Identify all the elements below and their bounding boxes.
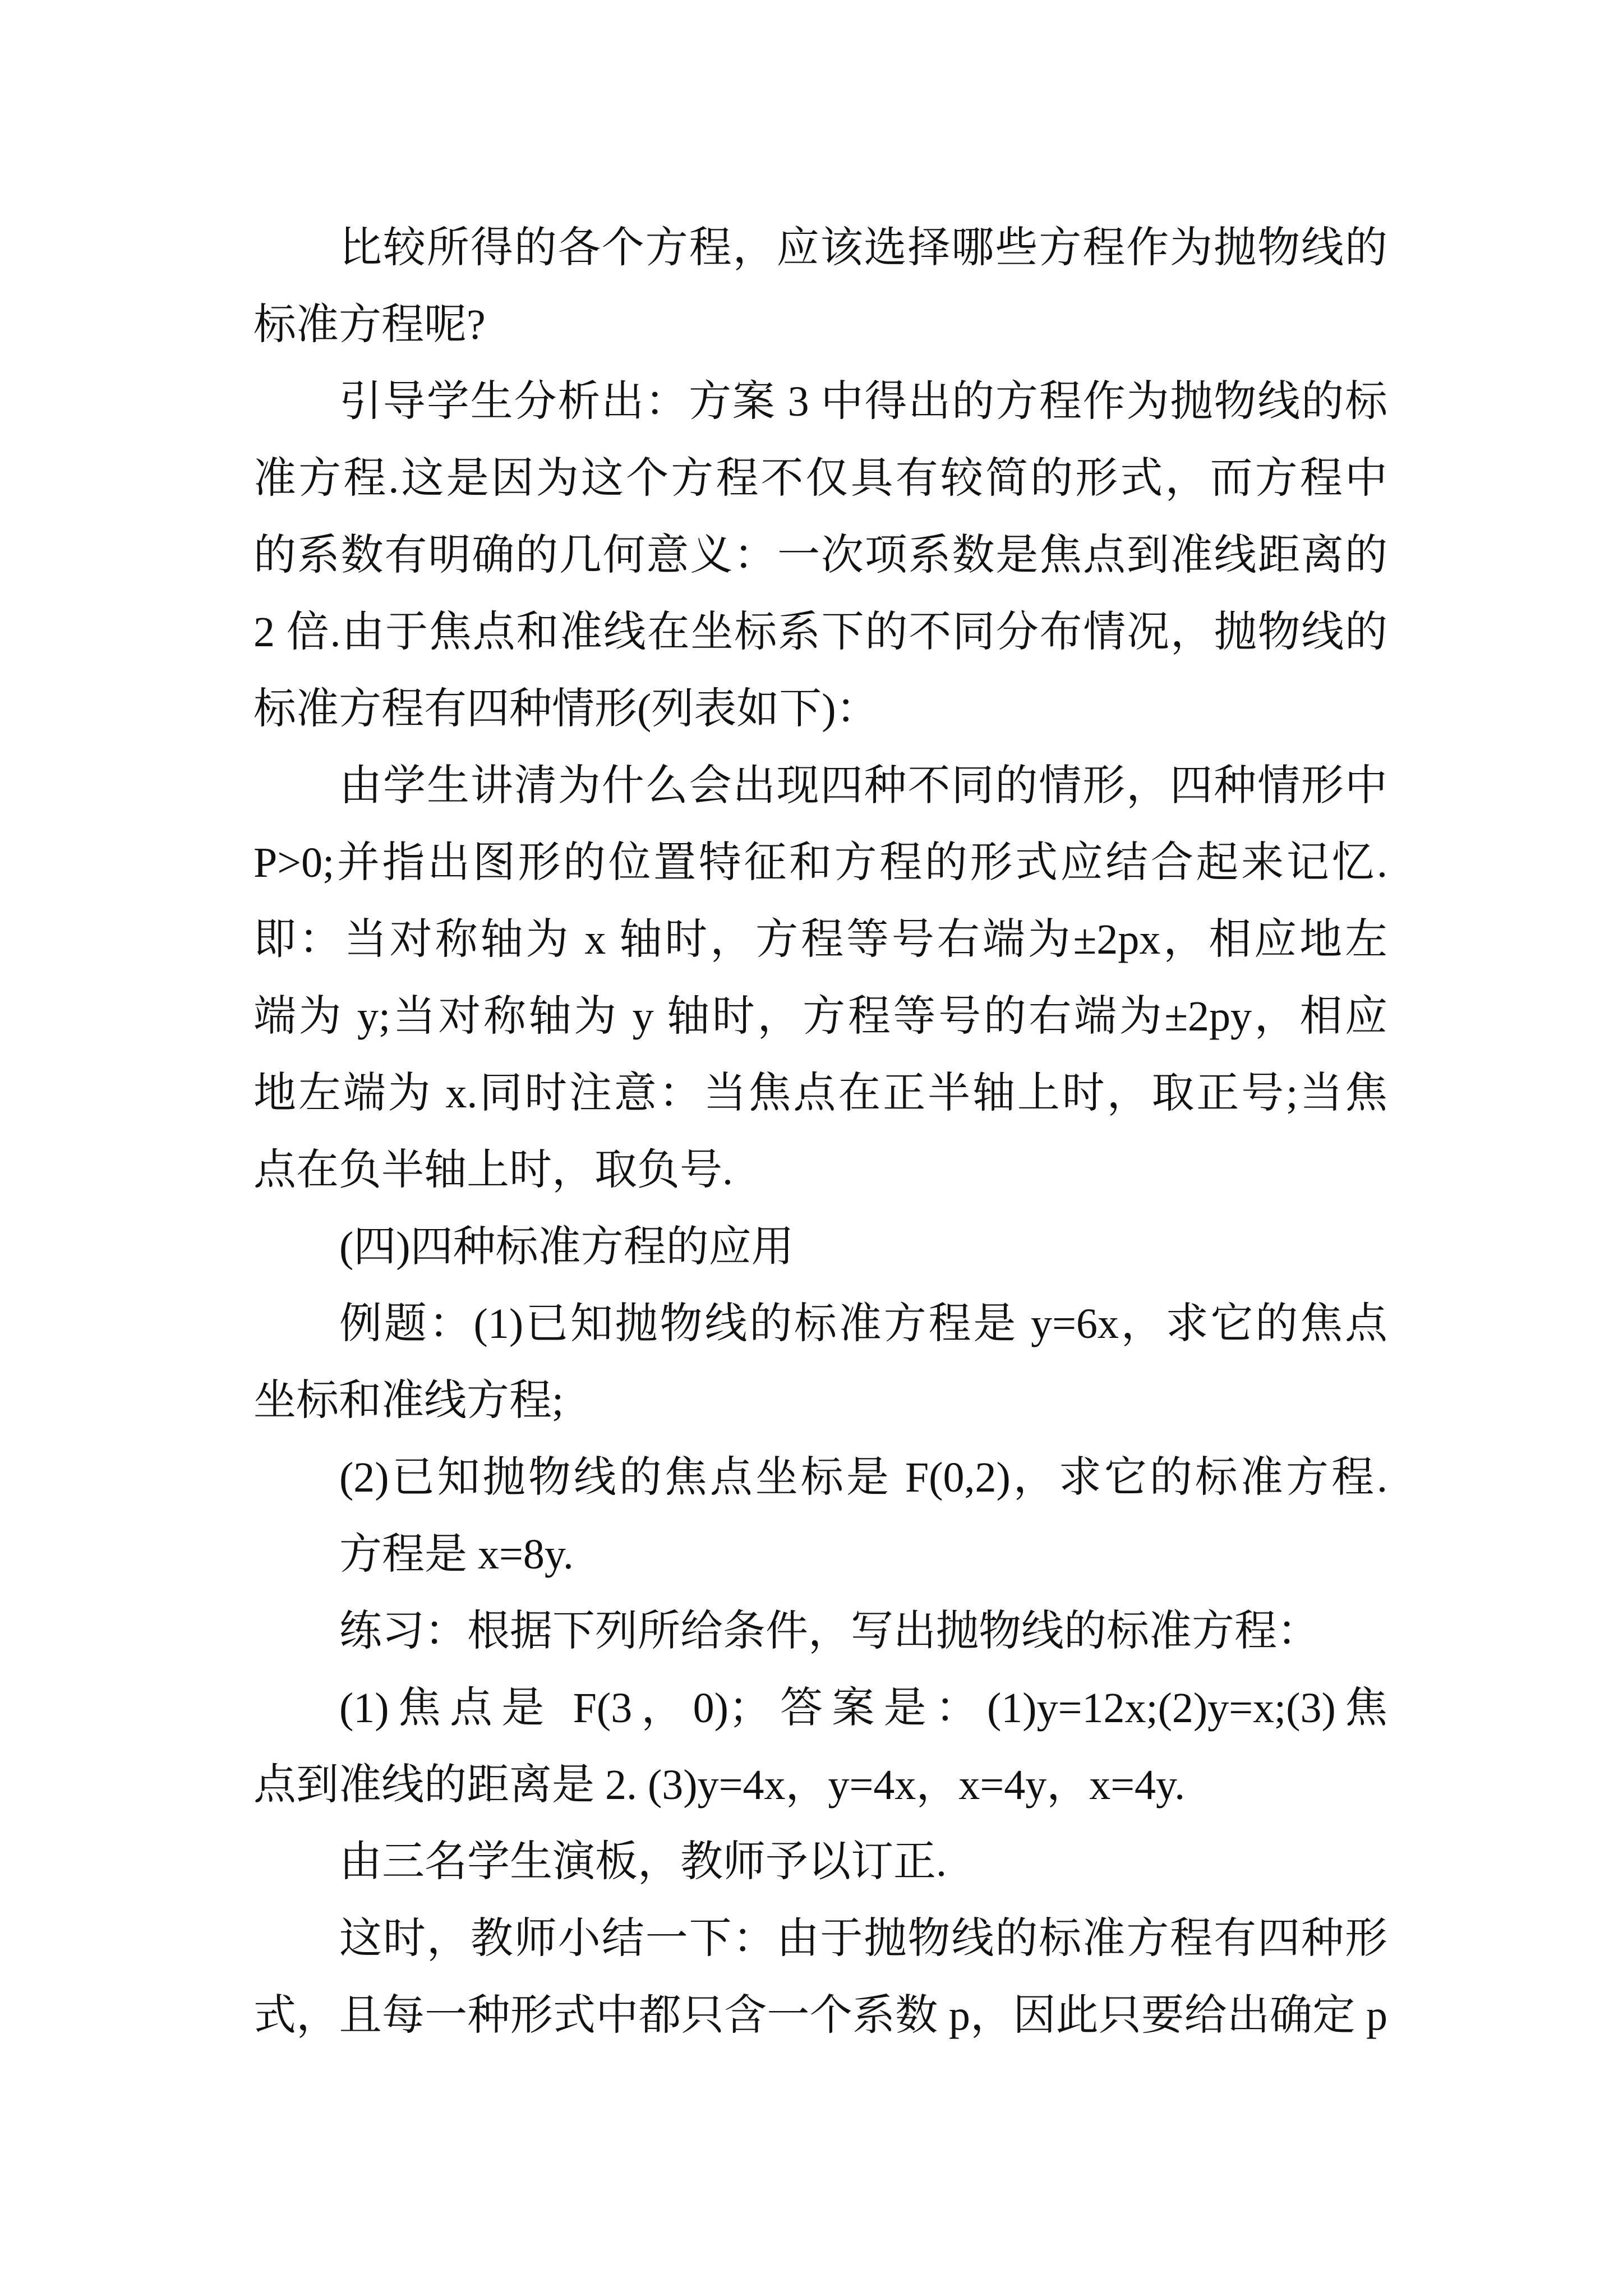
text-line: 点在负半轴上时，取负号. xyxy=(253,1147,733,1194)
text-line: 方程是 x=8y. xyxy=(339,1531,574,1578)
text-line: 引导学生分析出：方案 3 中得出的方程作为抛物线的标 xyxy=(339,378,1387,425)
text-line: 练习：根据下列所给条件，写出抛物线的标准方程： xyxy=(339,1608,1320,1655)
paragraph-exercise xyxy=(253,1593,1387,1670)
paragraph-example xyxy=(253,1286,1387,1439)
text-line: 比较所得的各个方程，应该选择哪些方程作为抛物线的 xyxy=(339,224,1387,272)
text-line: 这时，教师小结一下：由于抛物线的标准方程有四种形 xyxy=(339,1915,1387,1962)
paragraph xyxy=(253,748,1387,1209)
text-line: 即：当对称轴为 x 轴时，方程等号右端为±2px，相应地左 xyxy=(253,916,1387,963)
text-line: 的系数有明确的几何意义：一次项系数是焦点到准线距离的 xyxy=(253,532,1387,579)
text-line: 由学生讲清为什么会出现四种不同的情形，四种情形中 xyxy=(339,762,1387,809)
text-line: 由三名学生演板，教师予以订正. xyxy=(339,1838,947,1885)
text-line: (2)已知抛物线的焦点坐标是 F(0,2)，求它的标准方程. xyxy=(339,1454,1387,1501)
paragraph xyxy=(253,1516,1387,1593)
paragraph xyxy=(253,364,1387,748)
paragraph-example xyxy=(253,1439,1387,1516)
section-heading-text: (四)四种标准方程的应用 xyxy=(339,1223,794,1271)
text-line: 地左端为 x.同时注意：当焦点在正半轴上时，取正号;当焦 xyxy=(253,1070,1387,1117)
text-line: 2 倍.由于焦点和准线在坐标系下的不同分布情况，抛物线的 xyxy=(253,609,1387,656)
paragraph xyxy=(253,1824,1387,1901)
text-line: P>0;并指出图形的位置特征和方程的形式应结合起来记忆. xyxy=(253,839,1387,886)
text-line: 准方程.这是因为这个方程不仅具有较简的形式，而方程中 xyxy=(253,455,1387,502)
paragraph xyxy=(253,210,1387,364)
text-line: 式，且每一种形式中都只含一个系数 p，因此只要给出确定 p xyxy=(253,1992,1387,2039)
document-page xyxy=(253,210,1387,2054)
text-line: 例题：(1)已知抛物线的标准方程是 y=6x，求它的焦点 xyxy=(339,1300,1387,1347)
paragraph xyxy=(253,1901,1387,2054)
section-heading xyxy=(253,1209,1387,1286)
text-line: (1)焦点是 F(3，0)；答案是：(1)y=12x;(2)y=x;(3)焦 xyxy=(339,1685,1387,1732)
text-line: 标准方程有四种情形(列表如下)： xyxy=(253,685,879,733)
text-line: 坐标和准线方程; xyxy=(253,1377,564,1424)
paragraph-exercise xyxy=(253,1670,1387,1824)
text-line: 点到准线的距离是 2. (3)y=4x，y=4x，x=4y，x=4y. xyxy=(253,1761,1186,1809)
text-line: 端为 y;当对称轴为 y 轴时，方程等号的右端为±2py，相应 xyxy=(253,993,1387,1040)
text-line: 标准方程呢? xyxy=(253,301,486,348)
